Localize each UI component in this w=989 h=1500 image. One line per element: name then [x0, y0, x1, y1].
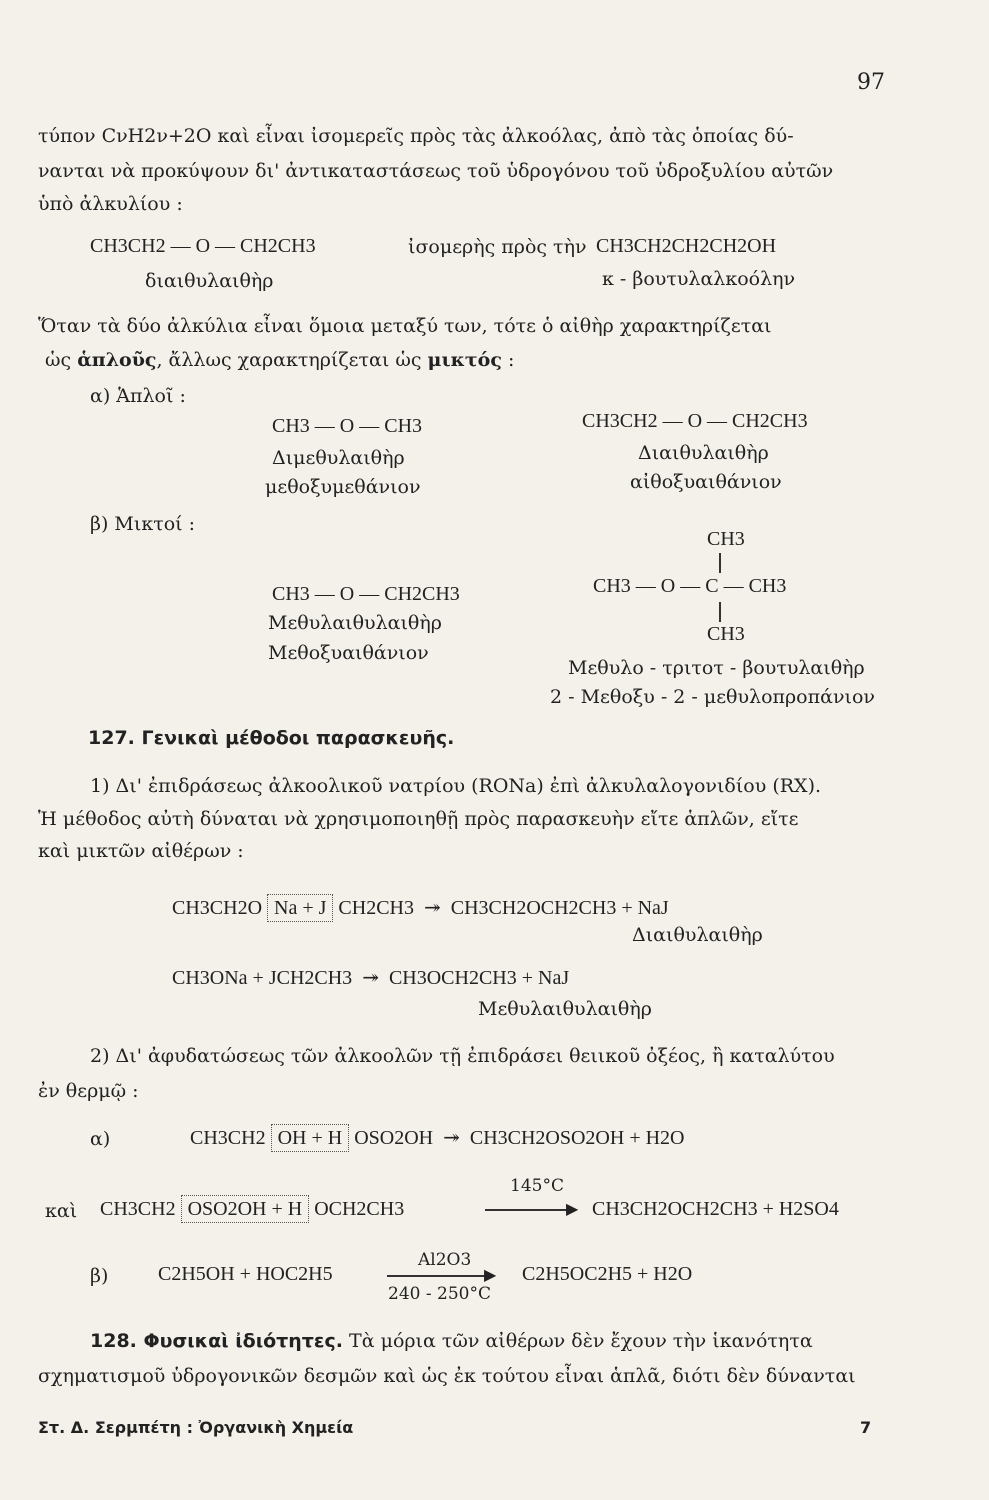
reaction2 — [172, 965, 569, 990]
term-mixed: μικτός — [427, 349, 502, 371]
rc-product: C2H5OC2H5 + H2O — [522, 1263, 693, 1285]
simple-ex1-name1: Διμεθυλαιθὴρ — [272, 447, 405, 469]
rc-cond-top: Al2O3 — [418, 1250, 472, 1270]
mixed-ex1-name1: Μεθυλαιθυλαιθὴρ — [268, 612, 442, 634]
r1-name: Διαιθυλαιθὴρ — [632, 924, 763, 946]
rb-boxed: OSO2OH + H — [181, 1195, 310, 1223]
rb-right: OCH2CH3 — [314, 1198, 405, 1220]
rc-label: β) — [90, 1265, 109, 1287]
section-128-line-2: σχηματισμοῦ ὑδρογονικῶν δεσμῶν καὶ ὡς ἐκ τούτου εἶναι ἁπλᾶ, διότι δὲν δύνανται — [38, 1365, 856, 1387]
method1-line-2: Ἡ μέθοδος αὐτὴ δύναται νὰ χρησιμοποιηθῇ πρὸς παρασκευὴν εἴτε ἁπλῶν, εἴτε — [38, 808, 799, 830]
footer-signature-number: 7 — [860, 1418, 872, 1437]
mixed-ex2-name2: 2 - Μεθοξυ - 2 - μεθυλοπροπάνιον — [550, 686, 875, 708]
mixed-ex2-top: CH3 — [707, 528, 745, 550]
isomer-formula-right: CH3CH2CH2CH2OH — [596, 235, 777, 257]
r1-right: CH2CH3 — [338, 897, 414, 919]
r2-product: CH3OCH2CH3 + NaJ — [388, 967, 570, 989]
classification-pre: ὡς — [45, 349, 72, 371]
rb-arrowhead-icon: ▶ — [566, 1199, 579, 1218]
mixed-ex1-name2: Μεθοξυαιθάνιον — [268, 642, 429, 664]
rc-arrow-line — [387, 1275, 487, 1277]
method2-line-1: 2) Δι' ἀφυδατώσεως τῶν ἀλκοολῶν τῇ ἐπιδράσει θειικοῦ ὀξέος, ἢ καταλύτου — [90, 1045, 835, 1067]
classification-end: : — [501, 349, 515, 371]
simple-ex2-name1: Διαιθυλαιθὴρ — [638, 442, 769, 464]
rb-condition: 145°C — [510, 1176, 564, 1196]
rc-left: C2H5OH + HOC2H5 — [158, 1263, 333, 1285]
rb-arrow-line — [485, 1209, 570, 1211]
r1-left: CH3CH2O — [172, 897, 263, 919]
simple-ex1-name2: μεθοξυμεθάνιον — [265, 476, 421, 498]
section-127-heading: 127. Γενικαὶ μέθοδοι παρασκευῆς. — [88, 727, 455, 749]
method1-line-3: καὶ μικτῶν αἰθέρων : — [38, 840, 244, 862]
rb-left: CH3CH2 — [100, 1198, 176, 1220]
reaction-a — [190, 1125, 685, 1150]
isomer-name-left: διαιθυλαιθὴρ — [145, 270, 274, 292]
section-127-title — [88, 727, 454, 749]
mixed-ex1-formula: CH3 — O — CH2CH3 — [272, 583, 460, 605]
rc-arrowhead-icon: ▶ — [484, 1265, 497, 1284]
bond-up — [719, 553, 721, 573]
r2-name: Μεθυλαιθυλαιθὴρ — [478, 998, 652, 1020]
r1-arrow: ↠ — [418, 897, 446, 919]
isomer-relation: ἰσομερὴς πρὸς τὴν — [408, 236, 587, 258]
ra-label: α) — [90, 1128, 111, 1150]
method1-line-1: 1) Δι' ἐπιδράσεως ἀλκοολικοῦ νατρίου (RONa) ἐπὶ ἀλκυλαλογονιδίου (RX). — [90, 775, 822, 797]
simple-ex2-formula: CH3CH2 — O — CH2CH3 — [582, 410, 808, 432]
ra-product: CH3CH2OSO2OH + H2O — [469, 1127, 685, 1149]
page-number: 97 — [857, 70, 885, 95]
r2-left: CH3ONa + JCH2CH3 — [172, 967, 353, 989]
ra-right: OSO2OH — [354, 1127, 434, 1149]
intro-line-3: ὑπὸ ἀλκυλίου : — [38, 193, 183, 215]
footer-author-title: Στ. Δ. Σερμπέτη : Ὀργανικὴ Χημεία — [38, 1418, 354, 1437]
simple-ex2-name2: αἰθοξυαιθάνιον — [630, 471, 782, 493]
ra-left: CH3CH2 — [190, 1127, 266, 1149]
r1-product: CH3CH2OCH2CH3 + NaJ — [450, 897, 669, 919]
intro-line-1: τύπον CνH2ν+2O καὶ εἶναι ἰσομερεῖς πρὸς τὰς ἀλκοόλας, ἀπὸ τὰς ὁποίας δύ- — [38, 125, 794, 147]
isomer-name-right: κ - βουτυλαλκοόλην — [602, 268, 796, 290]
isomer-formula-left: CH3CH2 — O — CH2CH3 — [90, 235, 316, 257]
mixed-ex2-bottom: CH3 — [707, 623, 745, 645]
rc-cond-bottom: 240 - 250°C — [388, 1284, 491, 1304]
ra-arrow: ↠ — [438, 1127, 465, 1149]
classification-mid: , ἄλλως χαρακτηρίζεται ὡς — [156, 349, 422, 371]
bond-down — [719, 602, 721, 622]
intro-line-2: νανται νὰ προκύψουν δι' ἀντικαταστάσεως τοῦ ὑδρογόνου τοῦ ὑδροξυλίου αὐτῶν — [38, 160, 834, 182]
simple-ex1-formula: CH3 — O — CH3 — [272, 415, 423, 437]
reaction-b — [100, 1198, 404, 1221]
classification-line-2 — [45, 349, 514, 372]
ra-boxed: OH + H — [271, 1124, 350, 1152]
classification-line-1: Ὅταν τὰ δύο ἀλκύλια εἶναι ὅμοια μεταξύ των, τότε ὁ αἰθὴρ χαρακτηρίζεται — [38, 315, 772, 337]
r2-arrow: ↠ — [357, 967, 384, 989]
rb-product: CH3CH2OCH2CH3 + H2SO4 — [592, 1198, 839, 1220]
section-128-line-1 — [90, 1330, 813, 1353]
method2-line-2: ἐν θερμῷ : — [38, 1080, 139, 1102]
mixed-ex2-main: CH3 — O — C — CH3 — [593, 575, 787, 597]
section-128-text: Τὰ μόρια τῶν αἰθέρων δὲν ἔχουν τὴν ἱκανότητα — [349, 1330, 813, 1352]
section-128-heading: 128. Φυσικαὶ ἰδιότητες. — [90, 1330, 343, 1352]
simple-label: α) Ἁπλοῖ : — [90, 385, 186, 407]
term-simple: ἁπλοῦς — [77, 349, 157, 371]
rb-label: καὶ — [45, 1200, 78, 1222]
mixed-ex2-name1: Μεθυλο - τριτοτ - βουτυλαιθὴρ — [568, 657, 865, 679]
reaction1 — [172, 895, 669, 920]
r1-boxed: Na + J — [267, 894, 333, 922]
mixed-label: β) Μικτοί : — [90, 513, 196, 535]
